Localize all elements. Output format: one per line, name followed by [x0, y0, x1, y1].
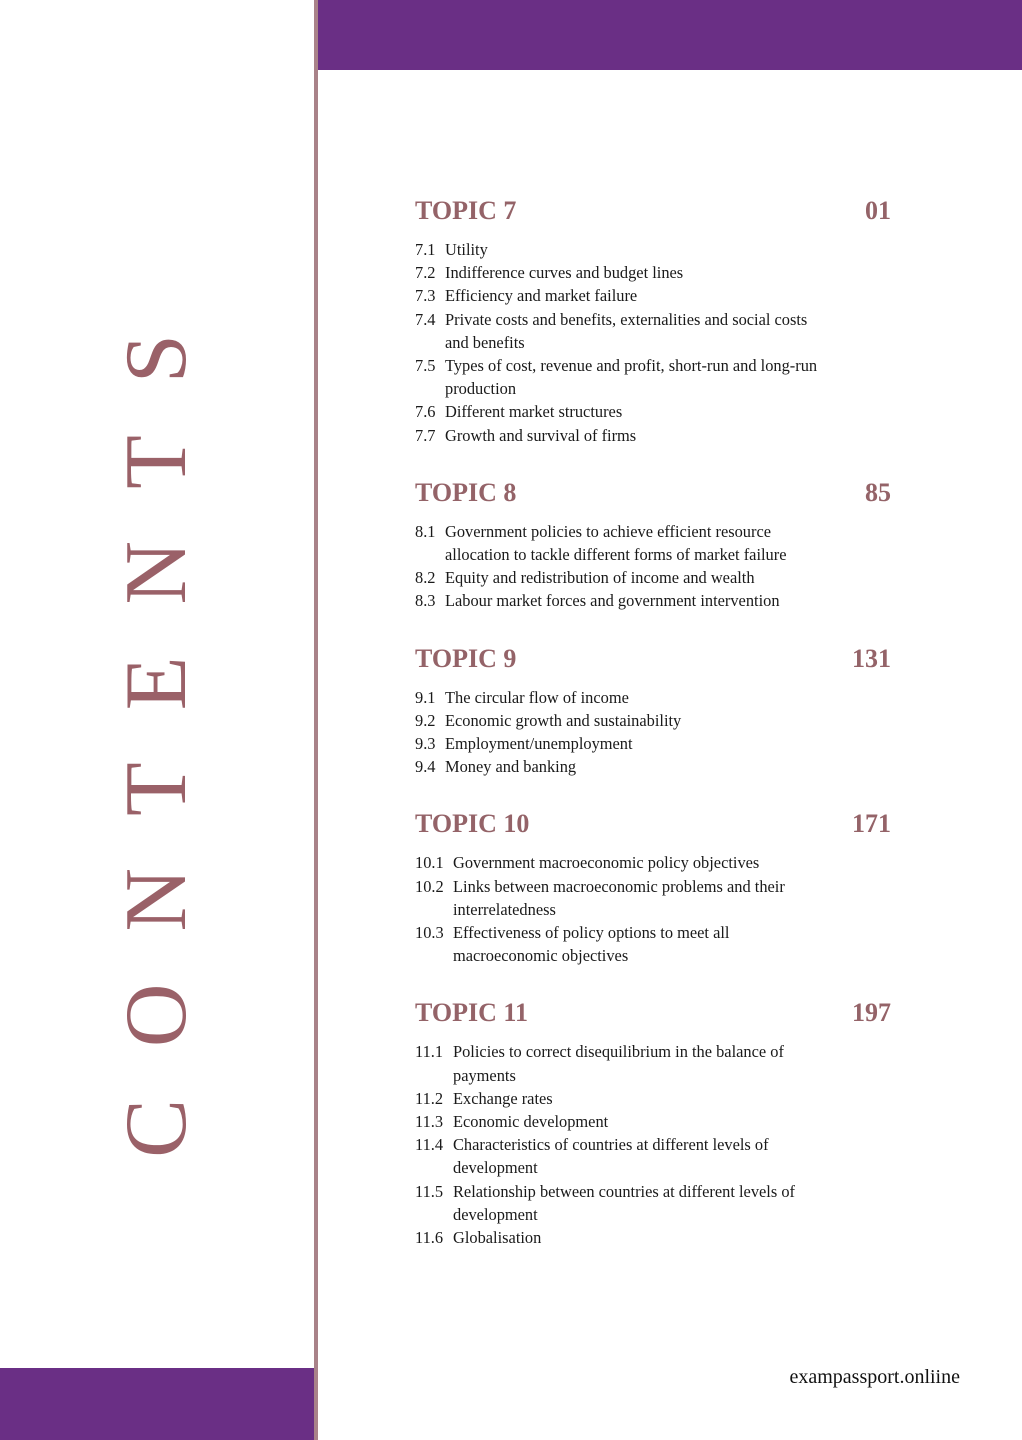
item-text: Labour market forces and government intervention — [445, 591, 780, 611]
list-item[interactable] — [415, 400, 835, 423]
topic-title: TOPIC 11 — [415, 998, 528, 1028]
item-text: Economic development — [453, 1112, 609, 1132]
list-item[interactable] — [415, 875, 835, 921]
topic-title: TOPIC 7 — [415, 196, 517, 225]
item-number: 8.3 — [415, 591, 436, 611]
item-text: Effectiveness of policy options to meet all macroeconomic objectives — [453, 923, 730, 966]
item-text: Economic growth and sustainability — [445, 710, 682, 730]
topic-page-number: 131 — [852, 643, 891, 673]
list-item[interactable] — [415, 709, 835, 732]
list-item[interactable] — [415, 589, 835, 612]
item-text: Types of cost, revenue and profit, short-run and long-run production — [445, 356, 818, 399]
topic-heading[interactable] — [415, 192, 891, 230]
list-item[interactable] — [415, 921, 835, 967]
topic-heading[interactable] — [415, 474, 891, 512]
item-number: 8.2 — [415, 568, 436, 588]
item-number: 10.1 — [415, 853, 444, 873]
item-number: 10.3 — [415, 923, 444, 943]
item-text: Equity and redistribution of income and wealth — [445, 568, 755, 588]
list-item[interactable] — [415, 520, 835, 566]
footer-website-link[interactable]: exampassport.onliine — [789, 1366, 960, 1388]
list-item[interactable] — [415, 686, 835, 709]
item-number: 7.3 — [415, 286, 436, 306]
list-item[interactable] — [415, 424, 835, 447]
item-text: Growth and survival of firms — [445, 425, 637, 445]
item-text: Government macroeconomic policy objectives — [453, 853, 760, 873]
item-number: 8.1 — [415, 521, 436, 541]
vertical-divider — [314, 0, 318, 1440]
contents-title: CONTENTS — [108, 282, 205, 1158]
topic-section-9 — [415, 640, 891, 779]
item-number: 7.5 — [415, 356, 436, 376]
item-text: Utility — [445, 240, 488, 259]
item-number: 11.2 — [415, 1088, 444, 1108]
topic-item-list — [415, 851, 891, 967]
item-text: Private costs and benefits, externalities and social costs and benefits — [445, 309, 808, 352]
topic-section-11 — [415, 994, 891, 1249]
item-number: 11.3 — [415, 1112, 444, 1132]
topic-title: TOPIC 10 — [415, 809, 530, 839]
topic-section-10 — [415, 805, 891, 967]
item-number: 9.1 — [415, 687, 436, 707]
item-number: 10.2 — [415, 876, 444, 896]
item-text: Exchange rates — [453, 1088, 553, 1108]
table-of-contents — [415, 192, 891, 1276]
item-number: 7.1 — [415, 240, 436, 259]
item-number: 7.2 — [415, 263, 436, 283]
list-item[interactable] — [415, 1180, 835, 1226]
item-text: Globalisation — [453, 1228, 542, 1248]
item-text: Indifference curves and budget lines — [445, 263, 684, 283]
topic-item-list — [415, 520, 891, 613]
item-number: 11.6 — [415, 1228, 444, 1248]
list-item[interactable] — [415, 566, 835, 589]
item-text: Employment/unemployment — [445, 734, 633, 754]
item-number: 9.3 — [415, 734, 436, 754]
item-number: 11.5 — [415, 1181, 444, 1201]
list-item[interactable] — [415, 1110, 835, 1133]
list-item[interactable] — [415, 732, 835, 755]
item-number: 7.4 — [415, 309, 436, 329]
item-number: 11.4 — [415, 1135, 444, 1155]
top-banner — [318, 0, 1022, 70]
item-number: 7.6 — [415, 402, 436, 422]
list-item[interactable] — [415, 354, 835, 400]
list-item[interactable] — [415, 755, 835, 778]
sidebar-panel — [0, 0, 314, 1440]
list-item[interactable] — [415, 1040, 835, 1086]
item-number: 9.4 — [415, 757, 436, 777]
item-text: Efficiency and market failure — [445, 286, 638, 306]
topic-title: TOPIC 9 — [415, 643, 517, 673]
list-item[interactable] — [415, 851, 835, 874]
topic-item-list — [415, 1040, 891, 1249]
topic-page-number: 197 — [852, 998, 891, 1028]
list-item[interactable] — [415, 1133, 835, 1179]
topic-page-number: 85 — [865, 477, 891, 507]
item-text: Different market structures — [445, 402, 623, 422]
list-item[interactable] — [415, 261, 835, 284]
item-text: The circular flow of income — [445, 687, 629, 707]
item-text: Relationship between countries at different levels of development — [453, 1181, 795, 1224]
list-item[interactable] — [415, 1087, 835, 1110]
topic-item-list — [415, 238, 891, 447]
topic-item-list — [415, 686, 891, 779]
topic-heading[interactable] — [415, 994, 891, 1032]
list-item[interactable] — [415, 308, 835, 354]
topic-page-number: 01 — [865, 196, 891, 225]
item-number: 9.2 — [415, 710, 436, 730]
topic-heading[interactable] — [415, 805, 891, 843]
item-text: Links between macroeconomic problems and their interrelatedness — [453, 876, 785, 919]
topic-title: TOPIC 8 — [415, 477, 517, 507]
topic-page-number: 171 — [852, 809, 891, 839]
topic-section-8 — [415, 474, 891, 613]
list-item[interactable] — [415, 284, 835, 307]
list-item[interactable] — [415, 238, 835, 261]
item-text: Government policies to achieve efficient resource allocation to tackle different forms of market failure — [445, 521, 787, 565]
list-item[interactable] — [415, 1226, 835, 1249]
bottom-banner — [0, 1368, 314, 1440]
item-text: Characteristics of countries at different levels of development — [453, 1135, 769, 1178]
item-text: Money and banking — [445, 757, 577, 777]
item-text: Policies to correct disequilibrium in the balance of payments — [453, 1042, 784, 1085]
topic-section-7 — [415, 192, 891, 447]
item-number: 11.1 — [415, 1042, 444, 1062]
topic-heading[interactable] — [415, 640, 891, 678]
item-number: 7.7 — [415, 425, 436, 445]
